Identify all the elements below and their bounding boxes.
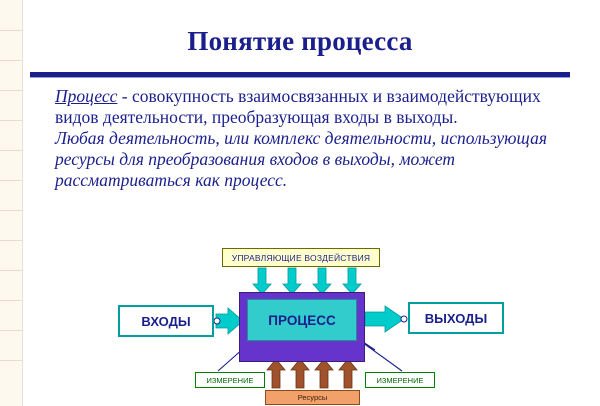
arrow-control-3 — [313, 268, 331, 294]
arrow-resource-3 — [315, 359, 333, 388]
arrow-resource-4 — [339, 359, 357, 388]
arrow-output — [365, 306, 404, 332]
node-outputs: ВЫХОДЫ — [408, 302, 504, 334]
node-process: ПРОЦЕСС — [247, 299, 357, 341]
arrow-control-1 — [253, 268, 271, 294]
body-text — [55, 86, 560, 191]
arrow-control-4 — [343, 268, 361, 294]
node-measure-left: ИЗМЕРЕНИЕ — [195, 372, 265, 388]
arrow-control-2 — [283, 268, 301, 294]
arrow-resource-1 — [267, 359, 285, 388]
dot-input-port — [214, 318, 220, 324]
node-measure-right: ИЗМЕРЕНИЕ — [365, 372, 435, 388]
dot-output-connector — [401, 316, 407, 322]
definition-note: Любая деятельность, или комплекс деятельности, использующая ресурсы для преобразования входов в выходы, может рассматриваться как процесс. — [55, 128, 548, 190]
arrow-resource-2 — [291, 359, 309, 388]
title-divider-thin — [30, 77, 570, 78]
page-title: Понятие процесса — [187, 26, 413, 56]
node-inputs: ВХОДЫ — [118, 305, 214, 337]
definition-term: Процесс — [55, 86, 118, 106]
node-control: УПРАВЛЯЮЩИЕ ВОЗДЕЙСТВИЯ — [222, 248, 380, 267]
node-resources: Ресурсы — [265, 390, 360, 405]
definition-text: - совокупность взаимосвязанных и взаимодействующих видов деятельности, преобразующая входы в выходы. — [55, 86, 541, 127]
process-diagram — [0, 240, 600, 406]
